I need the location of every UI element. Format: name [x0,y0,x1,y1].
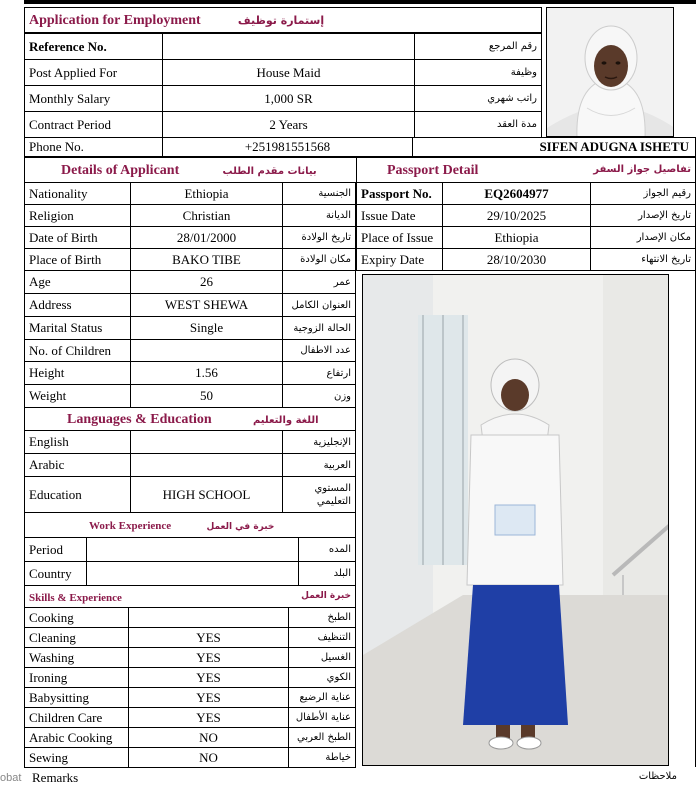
applicant-name: SIFEN ADUGNA ISHETU [413,138,696,157]
weight-value: 50 [131,385,283,408]
expiry-date-label: Expiry Date [357,249,443,271]
full-body-photo [362,274,669,766]
languages-title-en: Languages & Education [67,411,212,427]
issue-date-value: 29/10/2025 [443,205,591,227]
skill-children-care-value: YES [129,708,289,728]
skill-cooking-label: Cooking [25,608,129,628]
english-value [131,431,283,454]
skill-cleaning-label-ar: التنظيف [289,628,356,648]
details-title-ar: بيانات مقدم الطلب [222,165,317,177]
education-label: Education [25,477,131,513]
country-label-ar: البلد [299,562,356,586]
place-of-issue-label: Place of Issue [357,227,443,249]
skill-sewing-label-ar: خياطة [289,748,356,768]
skill-babysitting-value: YES [129,688,289,708]
skill-cleaning-value: YES [129,628,289,648]
skill-arabic-cooking-label-ar: الطبخ العربي [289,728,356,748]
address-value: WEST SHEWA [131,294,283,317]
form-title-en: Application for Employment [29,12,201,28]
skill-sewing-label: Sewing [25,748,129,768]
phone-value: +251981551568 [163,138,413,157]
height-value: 1.56 [131,362,283,385]
weight-label-ar: وزن [283,385,356,408]
right-border [695,270,696,767]
expiry-date-value: 28/10/2030 [443,249,591,271]
nationality-label: Nationality [25,183,131,205]
height-label-ar: ارتفاع [283,362,356,385]
phone-label: Phone No. [25,138,163,157]
post-label-ar: وظيفة [415,60,542,86]
education-value: HIGH SCHOOL [131,477,283,513]
expiry-date-label-ar: تاريخ الانتهاء [591,249,696,271]
reference-label-ar: رقم المرجع [415,34,542,60]
skill-cleaning-label: Cleaning [25,628,129,648]
skill-babysitting-label: Babysitting [25,688,129,708]
weight-label: Weight [25,385,131,408]
skill-ironing-label: Ironing [25,668,129,688]
period-label-ar: المده [299,538,356,562]
height-label: Height [25,362,131,385]
address-label: Address [25,294,131,317]
period-label: Period [25,538,87,562]
age-label: Age [25,271,131,294]
skill-cooking-value [129,608,289,628]
arabic-value [131,454,283,477]
marital-label: Marital Status [25,317,131,340]
contract-label-ar: مدة العقد [415,112,542,138]
address-label-ar: العنوان الكامل [283,294,356,317]
skills-title-ar: خبرة العمل [301,590,351,601]
skills-title-en: Skills & Experience [29,591,122,604]
salary-value: 1,000 SR [163,86,415,112]
skill-arabic-cooking-value: NO [129,728,289,748]
period-value [87,538,299,562]
education-label-ar-line2: التعليمي [316,495,351,507]
dob-label-ar: تاريخ الولادة [283,227,356,249]
country-label: Country [25,562,87,586]
work-title-en: Work Experience [89,520,172,532]
country-value [87,562,299,586]
details-title-en: Details of Applicant [61,162,180,178]
religion-label-ar: الديانة [283,205,356,227]
languages-title-ar: اللغة والتعليم [252,414,319,426]
skill-washing-label: Washing [25,648,129,668]
reference-label: Reference No. [25,34,163,60]
arabic-label-ar: العربية [283,454,356,477]
pob-label-ar: مكان الولادة [283,249,356,271]
passport-no-value: EQ2604977 [443,183,591,205]
top-border [24,0,696,4]
skill-washing-value: YES [129,648,289,668]
portrait-photo [546,7,674,137]
contract-label: Contract Period [25,112,163,138]
skill-babysitting-label-ar: عناية الرضيع [289,688,356,708]
skill-cooking-label-ar: الطبخ [289,608,356,628]
place-of-issue-label-ar: مكان الإصدار [591,227,696,249]
skill-arabic-cooking-label: Arabic Cooking [25,728,129,748]
dob-value: 28/01/2000 [131,227,283,249]
form-title-ar: إستمارة توظيف [237,13,325,27]
reference-value [163,34,415,60]
religion-value: Christian [131,205,283,227]
work-title-ar: خبرة في العمل [206,522,275,532]
nationality-label-ar: الجنسية [283,183,356,205]
age-value: 26 [131,271,283,294]
dob-label: Date of Birth [25,227,131,249]
education-label-ar-line1: المستوي [314,482,351,494]
pob-value: BAKO TIBE [131,249,283,271]
salary-label: Monthly Salary [25,86,163,112]
arabic-label: Arabic [25,454,131,477]
age-label-ar: عمر [283,271,356,294]
english-label-ar: الإنجليزية [283,431,356,454]
skill-ironing-label-ar: الكوي [289,668,356,688]
remarks-label-ar: ملاحظات [638,771,677,782]
children-label-ar: عدد الاطفال [283,340,356,362]
passport-title-en: Passport Detail [387,162,479,178]
skill-washing-label-ar: الغسيل [289,648,356,668]
children-value [131,340,283,362]
passport-no-label: Passport No. [357,183,443,205]
post-value: House Maid [163,60,415,86]
remarks-label: Remarks [32,770,79,785]
nationality-value: Ethiopia [131,183,283,205]
skill-sewing-value: NO [129,748,289,768]
skill-ironing-value: YES [129,668,289,688]
marital-label-ar: الحالة الزوجية [283,317,356,340]
issue-date-label: Issue Date [357,205,443,227]
religion-label: Religion [25,205,131,227]
education-label-ar [283,477,356,513]
post-label: Post Applied For [25,60,163,86]
skill-children-care-label-ar: عناية الأطفال [289,708,356,728]
issue-date-label-ar: تاريخ الإصدار [591,205,696,227]
form-title [25,8,542,33]
passport-title-ar: تفاصيل جواز السفر [593,163,691,175]
stray-text: obat [0,772,22,784]
pob-label: Place of Birth [25,249,131,271]
children-label: No. of Children [25,340,131,362]
skill-children-care-label: Children Care [25,708,129,728]
contract-value: 2 Years [163,112,415,138]
passport-no-label-ar: رقيم الجواز [591,183,696,205]
salary-label-ar: راتب شهري [415,86,542,112]
place-of-issue-value: Ethiopia [443,227,591,249]
marital-value: Single [131,317,283,340]
english-label: English [25,431,131,454]
